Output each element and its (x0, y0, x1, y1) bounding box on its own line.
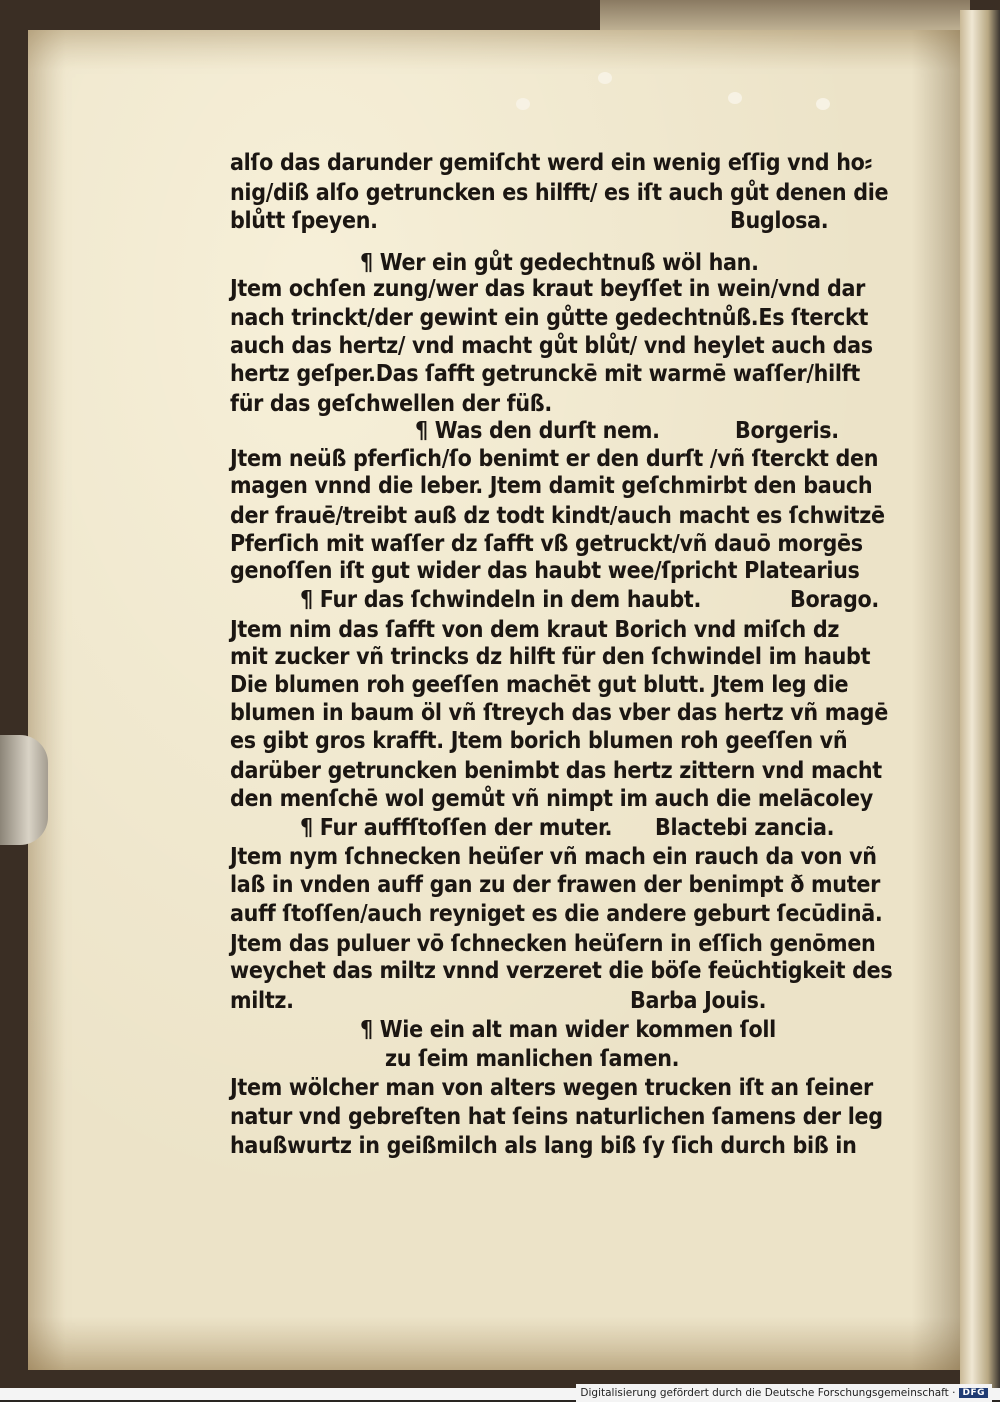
paper-hole (516, 98, 530, 110)
line-text: ¶ Wer ein gůt gedechtnuß wöl han. (360, 250, 759, 276)
line-text: genoſſen iſt gut wider das haubt wee/ſpricht Platearius (230, 558, 860, 584)
line-text: Jtem nym ſchnecken heüſer vñ mach ein rauch da von vñ (230, 844, 877, 870)
credit-text: Digitalisierung gefördert durch die Deutsche Forschungsgemeinschaft · (580, 1387, 956, 1399)
line-text: Jtem neüß pferſich/ſo benimt er den durſt /vñ ſterckt den (230, 446, 879, 472)
margin-heading: Buglosa. (730, 208, 829, 234)
line-text: ¶ Wie ein alt man wider kommen ſoll (360, 1017, 776, 1043)
line-text: für das geſchwellen der füß. (230, 391, 552, 417)
page-edges (960, 10, 1000, 1390)
margin-heading: Borago. (790, 587, 879, 613)
line-text: Jtem wölcher man von alters wegen trucken iſt an ſeiner (230, 1075, 873, 1101)
line-text: blůtt ſpeyen. (230, 208, 378, 234)
digitization-credit (576, 1384, 992, 1402)
paper-hole (728, 92, 742, 104)
margin-heading: Barba Jouis. (630, 988, 767, 1014)
line-text: Jtem ochſen zung/wer das kraut beyſſet in wein/vnd dar (230, 276, 866, 302)
margin-heading: Blactebi zancia. (655, 815, 835, 841)
line-text: blumen in baum öl vñ ſtreych das vber das hertz vñ magē (230, 700, 888, 726)
line-text: ¶ Fur das ſchwindeln in dem haubt. (300, 587, 702, 613)
margin-heading: Borgeris. (735, 418, 839, 444)
line-text: weychet das miltz vnnd verzeret die böſe feüchtigkeit des (230, 958, 893, 984)
line-text: mit zucker vñ trincks dz hilft für den ſchwindel im haubt (230, 644, 871, 670)
dfg-logo: DFG (959, 1388, 988, 1398)
line-text: der frauē/treibt auß dz todt kindt/auch macht es ſchwitzē (230, 503, 885, 529)
line-text: auch das hertz/ vnd macht gůt blůt/ vnd heylet auch das (230, 333, 873, 359)
line-text: nig/diß alſo getruncken es hilfft/ es iſt auch gůt denen die (230, 180, 889, 206)
line-text: es gibt gros krafft. Jtem borich blumen roh geeſſen vñ (230, 728, 848, 754)
page-clip (0, 735, 48, 845)
line-text: ¶ Was den durſt nem. (415, 418, 660, 444)
paper-hole (598, 72, 612, 84)
line-text: nach trinckt/der gewint ein gůtte gedechtnůß.Es ſterckt (230, 305, 869, 331)
line-text: alſo das darunder gemiſcht werd ein wenig eſſig vnd ho⸗ (230, 150, 872, 176)
line-text: hertz geſper.Das ſafft getrunckē mit warmē waſſer/hilft (230, 361, 860, 387)
line-text: haußwurtz in geißmilch als lang biß ſy ſich durch biß in (230, 1133, 857, 1159)
line-text: magen vnnd die leber. Jtem damit geſchmirbt den bauch (230, 473, 873, 499)
line-text: miltz. (230, 988, 294, 1014)
line-text: Jtem das puluer vō ſchnecken heüſern in eſſich genōmen (230, 931, 876, 957)
line-text: auff ſtoſſen/auch reyniget es die andere geburt ſecūdinā. (230, 901, 883, 927)
line-text: ¶ Fur auffſtoſſen der muter. (300, 815, 613, 841)
line-text: zu ſeim manlichen ſamen. (385, 1046, 680, 1072)
line-text: den menſchē wol gemůt vñ nimpt im auch die melācoley (230, 786, 873, 812)
line-text: darüber getruncken benimbt das hertz zittern vnd macht (230, 758, 882, 784)
paper-hole (816, 98, 830, 110)
line-text: natur vnd gebreſten hat ſeins naturlichen ſamens der leg (230, 1104, 883, 1130)
line-text: Die blumen roh geeſſen machēt gut blutt. Jtem leg die (230, 672, 849, 698)
line-text: Pferſich mit waſſer dz ſafft vß getruckt/vñ dauō morgēs (230, 531, 863, 557)
line-text: Jtem nim das ſafft von dem kraut Borich vnd miſch dz (230, 617, 840, 643)
line-text: laß in vnden auff gan zu der frawen der benimpt ð muter (230, 872, 880, 898)
